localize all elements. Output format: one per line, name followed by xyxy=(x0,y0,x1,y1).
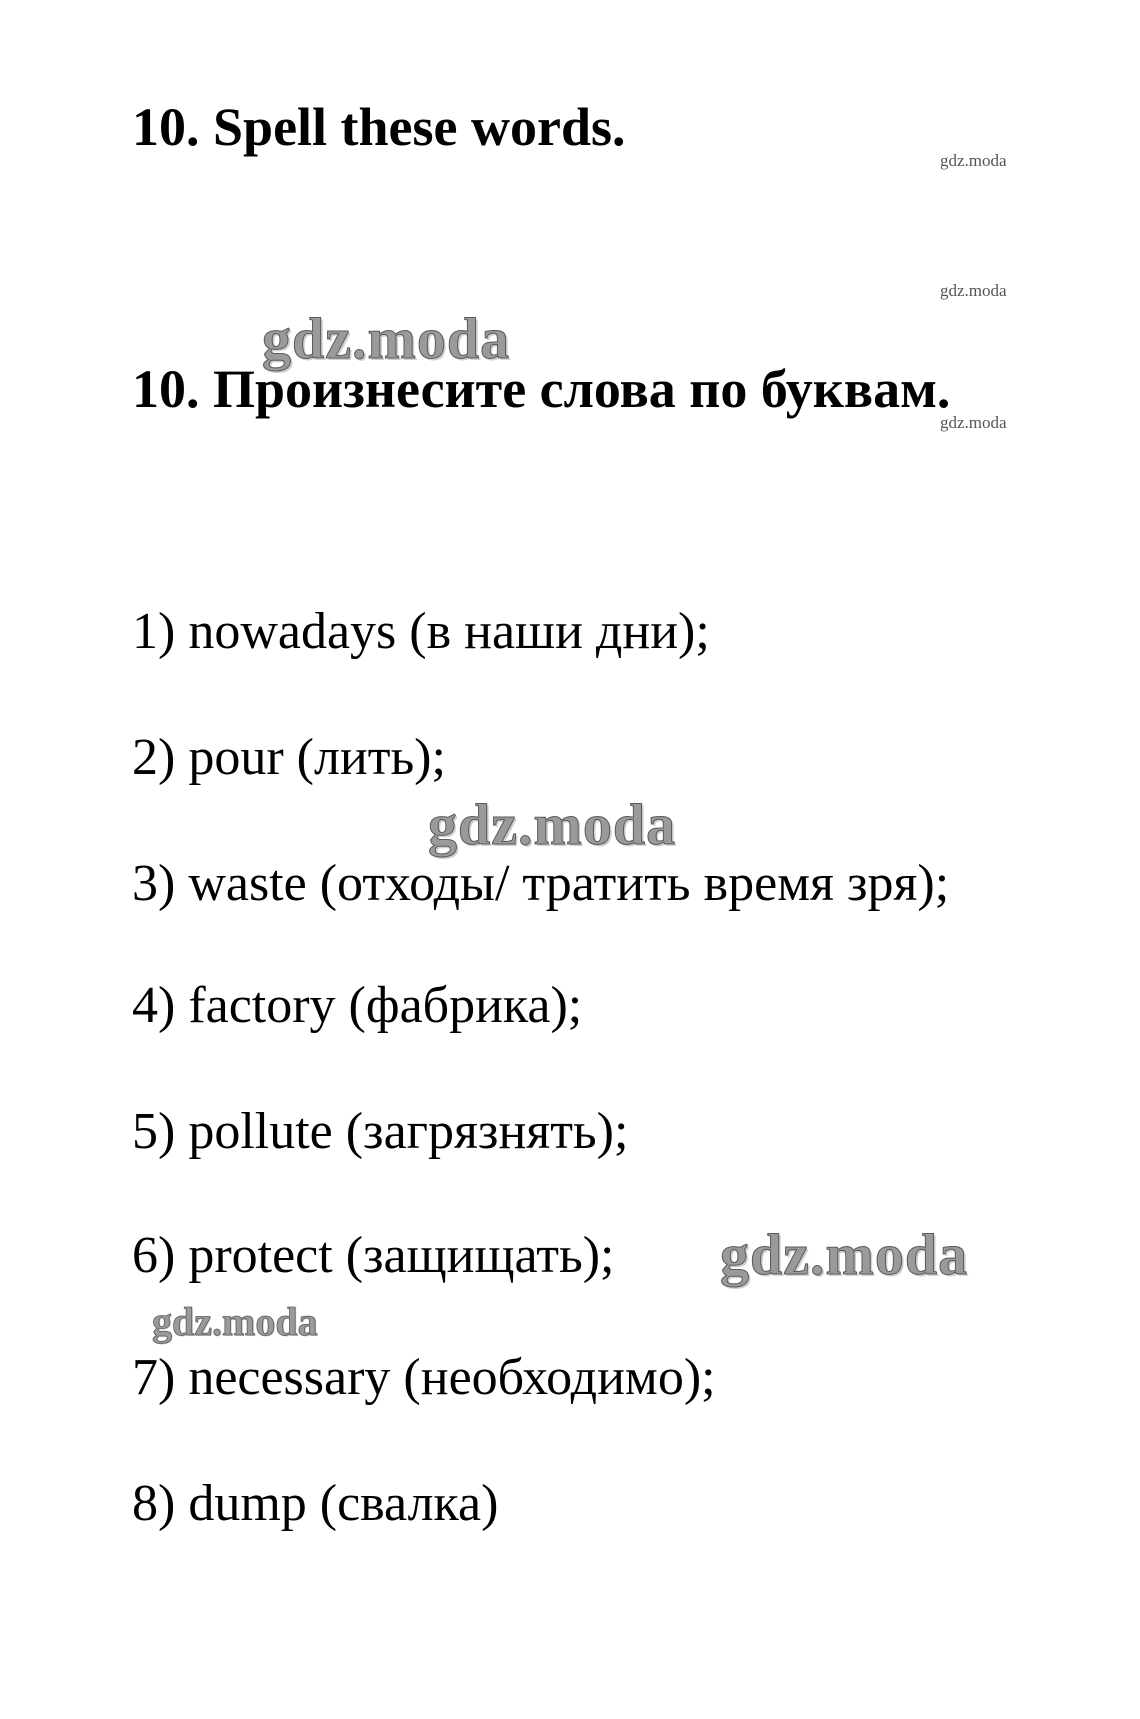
word-item-8: 8) dump (свалка) xyxy=(132,1475,499,1532)
word-item-4: 4) factory (фабрика); xyxy=(132,977,583,1034)
watermark: gdz.moda xyxy=(940,413,1007,432)
watermark: gdz.moda xyxy=(720,1222,969,1287)
exercise-title-russian: 10. Произнесите слова по буквам. xyxy=(132,359,951,419)
word-item-5: 5) pollute (загрязнять); xyxy=(132,1103,629,1160)
exercise-title-english: 10. Spell these words. xyxy=(132,97,626,157)
word-item-2: 2) pour (лить); xyxy=(132,729,446,786)
watermark: gdz.moda xyxy=(940,151,1007,170)
watermark: gdz.moda xyxy=(428,792,677,857)
word-item-3: 3) waste (отходы/ тратить время зря); xyxy=(132,855,950,912)
watermark: gdz.moda xyxy=(152,1299,318,1344)
watermark: gdz.moda xyxy=(940,281,1007,300)
word-item-7: 7) necessary (необходимо); xyxy=(132,1349,716,1406)
word-item-6: 6) protect (защищать); xyxy=(132,1227,615,1284)
watermark: gdz.moda xyxy=(262,306,511,371)
word-item-1: 1) nowadays (в наши дни); xyxy=(132,603,710,660)
